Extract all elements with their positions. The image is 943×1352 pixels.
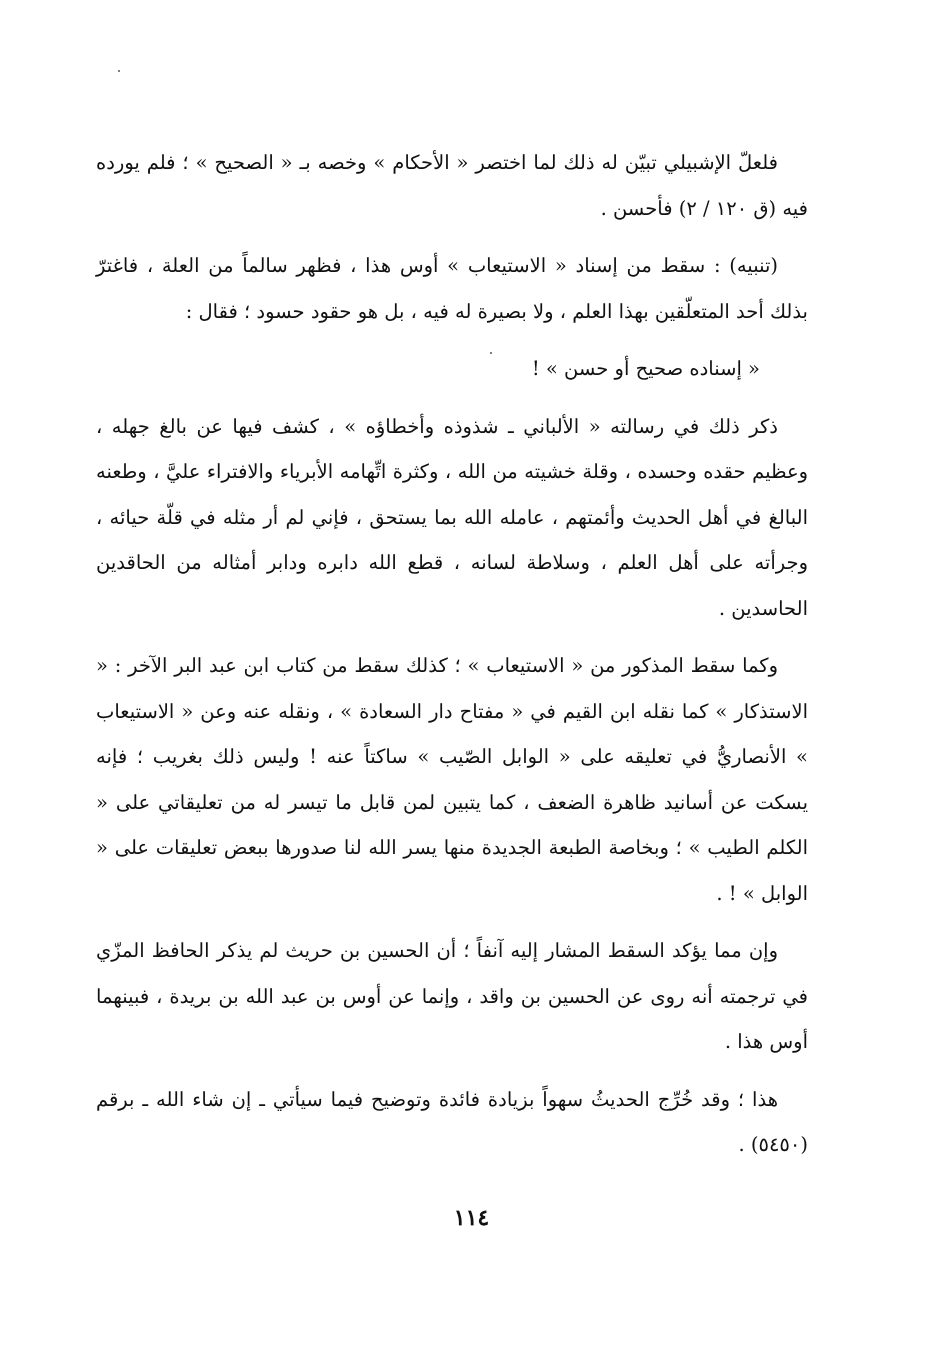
body-text (96, 140, 808, 1180)
paragraph: هذا ؛ وقد خُرِّج الحديثُ سهواً بزيادة فائدة وتوضيح فيما سيأتي ـ إن شاء الله ـ برقم (٥٤٥٠) . (96, 1087, 808, 1156)
paragraph: ذكر ذلك في رسالته « الألباني ـ شذوذه وأخطاؤه » ، كشف فيها عن بالغ جهله ، وعظيم حقده وحسده ، وقلة خشيته من الله ، وكثرة اتِّهامه الأبرياء والافتراء عليَّ ، وطعنه البالغ في أهل الحديث وأئمتهم ، عامله الله بما يستحق ، فإني لم أر مثله في قلّة حيائه ، وجرأته على أهل العلم ، وسلاطة لسانه ، قطع الله دابره ودابر أمثاله من الحاقدين الحاسدين . (96, 414, 808, 620)
paragraph-note: (تنبيه) : سقط من إسناد « الاستيعاب » أوس هذا ، فظهر سالماً من العلة ، فاغترّ بذلك أحد المتعلّقين بهذا العلم ، ولا بصيرة له فيه ، بل هو حقود حسود ؛ فقال : (96, 254, 808, 323)
paragraph: فلعلّ الإشبيلي تبيّن له ذلك لما اختصر « الأحكام » وخصه بـ « الصحيح » ؛ فلم يورده فيه (ق ١٢٠ / ٢) فأحسن . (96, 151, 808, 220)
scan-speck (118, 70, 120, 72)
paragraph: وإن مما يؤكد السقط المشار إليه آنفاً ؛ أن الحسين بن حريث لم يذكر الحافظ المزّي في ترجمته أنه روى عن الحسين بن واقد ، وإنما عن أوس بن عبد الله بن بريدة ، فبينهما أوس هذا . (96, 939, 808, 1053)
page-number: ١١٤ (453, 1205, 490, 1231)
quoted-claim: « إسناده صحيح أو حسن » ! (531, 357, 760, 380)
paragraph: وكما سقط المذكور من « الاستيعاب » ؛ كذلك سقط من كتاب ابن عبد البر الآخر : « الاستذكار » كما نقله ابن القيم في « مفتاح دار السعادة » ، ونقله عنه وعن « الاستيعاب » الأنصاريُّ في تعليقه على « الوابل الصّيب » ساكتاً عنه ! وليس ذلك بغريب ؛ فإنه يسكت عن أسانيد ظاهرة الضعف ، كما يتبين لمن قابل ما تيسر له من تعليقاتي على « الكلم الطيب » ؛ وبخاصة الطبعة الجديدة منها يسر الله لنا صدورها ببعض تعليقات على « الوابل » ! . (96, 654, 808, 905)
